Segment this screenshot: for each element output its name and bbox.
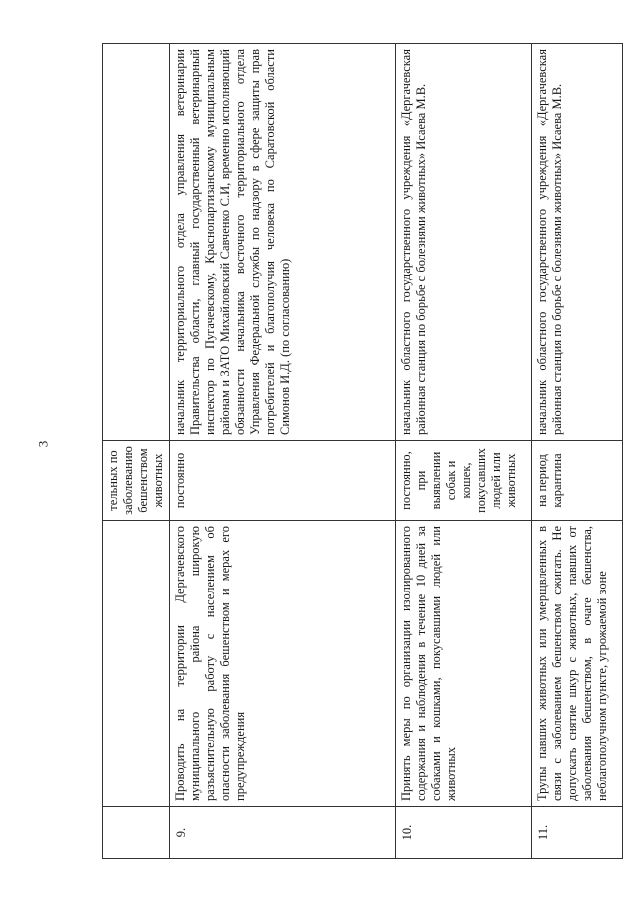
table-row-continuation: [103, 44, 170, 859]
cell-measure: Принять меры по организации изолированного содержания и наблюдения в течение 10 дней за собаками и кошками, покусавшими людей или животных: [396, 521, 532, 807]
cell-term: постоянно, при выявлении собак и кошек, покусавших людей или животных: [396, 441, 532, 521]
cell-num: 10.: [396, 807, 532, 859]
cell-responsible: начальник областного государственного учреждения «Дергачевская районная станция по борьбе с болезнями животных» Исаева М.В.: [532, 44, 623, 441]
cell-num: 9.: [170, 807, 396, 859]
cell-term: постоянно: [170, 441, 396, 521]
table-row: [396, 44, 532, 859]
table-row: [532, 44, 623, 859]
cell-measure: Трупы павших животных или умерщвленных в связи с заболеванием бешенством сжигать. Не допускать снятие шкур с животных, павших от заболевания бешенством, в очаге бешенства, неблагополучном пункте, угрожаемой зоне: [532, 521, 623, 807]
cell-responsible: начальник территориального отдела управления ветеринарии Правительства области, главный государственный ветеринарный инспектор по Пугачевскому, Краснопартизанскому муниципальным районам и ЗАТО Михайловский Савченко С.И, временно исполняющий обязанности начальника восточного территориального отдела Управления Федеральной службы по надзору в сфере защиты прав потребителей и благополучия человека по Саратовской области Симонов И.Д. (по согласованию): [170, 44, 396, 441]
rotated-table-wrapper: [102, 44, 609, 859]
cell-measure: Проводить на территории Дергачевского муниципального района широкую разъяснительную работу с населением об опасности заболевания бешенством и мерах его предупреждения: [170, 521, 396, 807]
cell-term: на период карантина: [532, 441, 623, 521]
page-number: 3: [35, 440, 51, 448]
cell-responsible: [103, 44, 170, 441]
cell-responsible: начальник областного государственного учреждения «Дергачевская районная станция по борьбе с болезнями животных» Исаева М.В.: [396, 44, 532, 441]
cell-term: тельных по заболеванию бешенством животных: [103, 441, 170, 521]
cell-num: 11.: [532, 807, 623, 859]
cell-measure: [103, 521, 170, 807]
measures-table: [102, 43, 623, 859]
table-row: [170, 44, 396, 859]
cell-num: [103, 807, 170, 859]
